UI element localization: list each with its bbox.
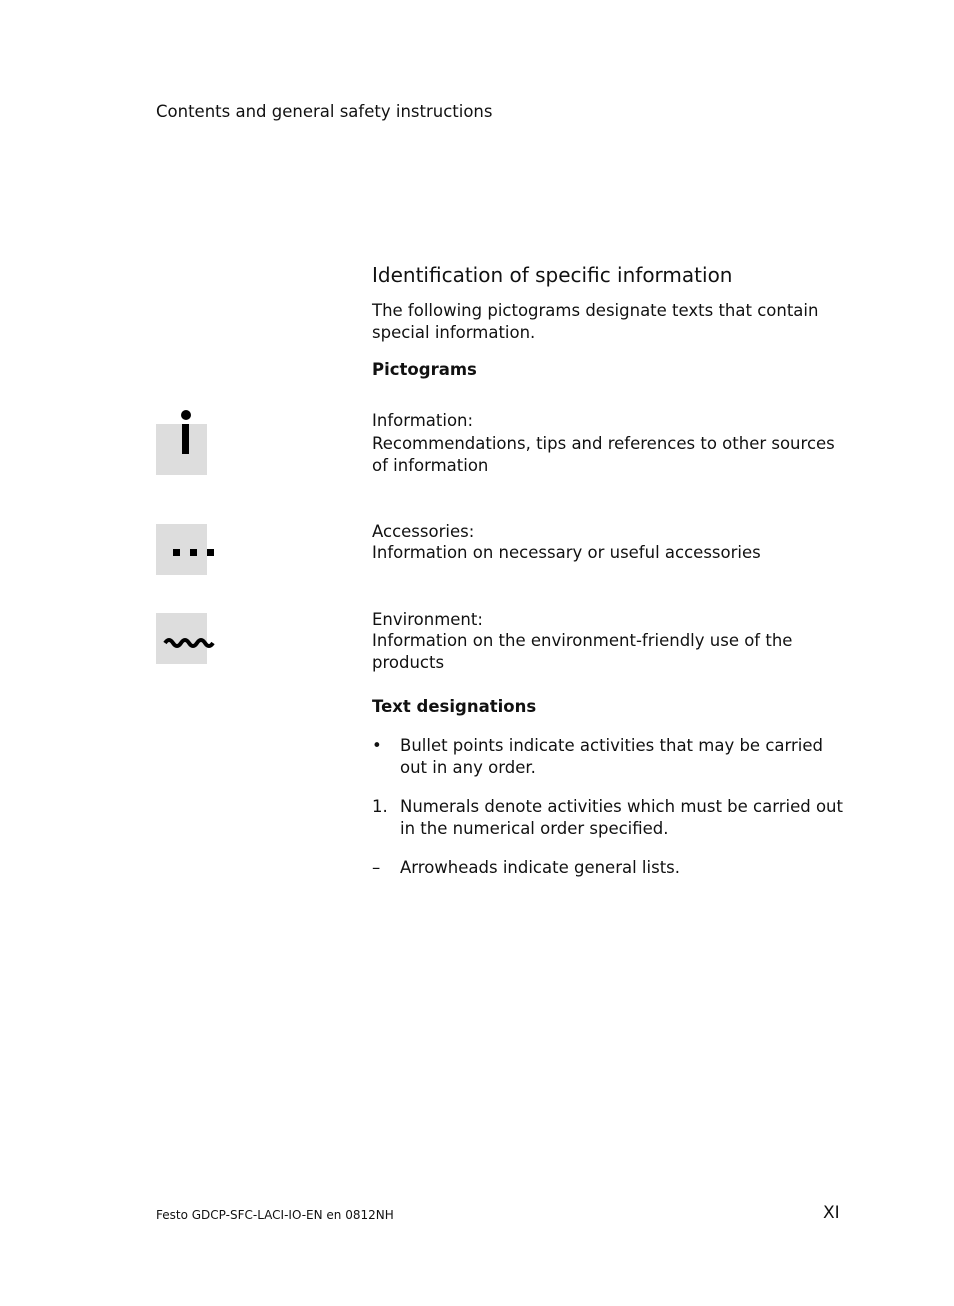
- page-number: XI: [823, 1203, 840, 1223]
- environment-description: Information on the environment-friendly use of the products: [372, 631, 793, 672]
- list-item: [372, 857, 852, 879]
- list-item: [372, 796, 852, 840]
- list-item-text: Bullet points indicate activities that may be carried out in any order.: [400, 736, 823, 777]
- footer-document-id: Festo GDCP-SFC-LACI-IO-EN en 0812NH: [156, 1208, 394, 1222]
- list-item: [372, 735, 852, 779]
- accessories-icon: [156, 524, 207, 575]
- bullet-marker: •: [372, 736, 382, 755]
- running-header: Contents and general safety instructions: [156, 102, 493, 121]
- information-description: Recommendations, tips and references to other sources of information: [372, 434, 835, 475]
- section-title: Identification of specific information: [372, 263, 733, 287]
- numeral-marker: 1.: [372, 797, 388, 816]
- information-icon: [156, 424, 207, 475]
- accessories-description: Information on necessary or useful accessories: [372, 543, 761, 562]
- environment-icon: [156, 613, 207, 664]
- list-item-text: Numerals denote activities which must be carried out in the numerical order specified.: [400, 797, 843, 838]
- dash-marker: –: [372, 858, 381, 877]
- list-item-text: Arrowheads indicate general lists.: [400, 858, 681, 877]
- pictograms-heading: Pictograms: [372, 360, 477, 379]
- environment-label: Environment:: [372, 610, 483, 629]
- accessories-label: Accessories:: [372, 522, 475, 541]
- intro-paragraph: The following pictograms designate texts that contain special information.: [372, 301, 819, 342]
- text-designations-heading: Text designations: [372, 697, 537, 716]
- information-label: Information:: [372, 411, 474, 430]
